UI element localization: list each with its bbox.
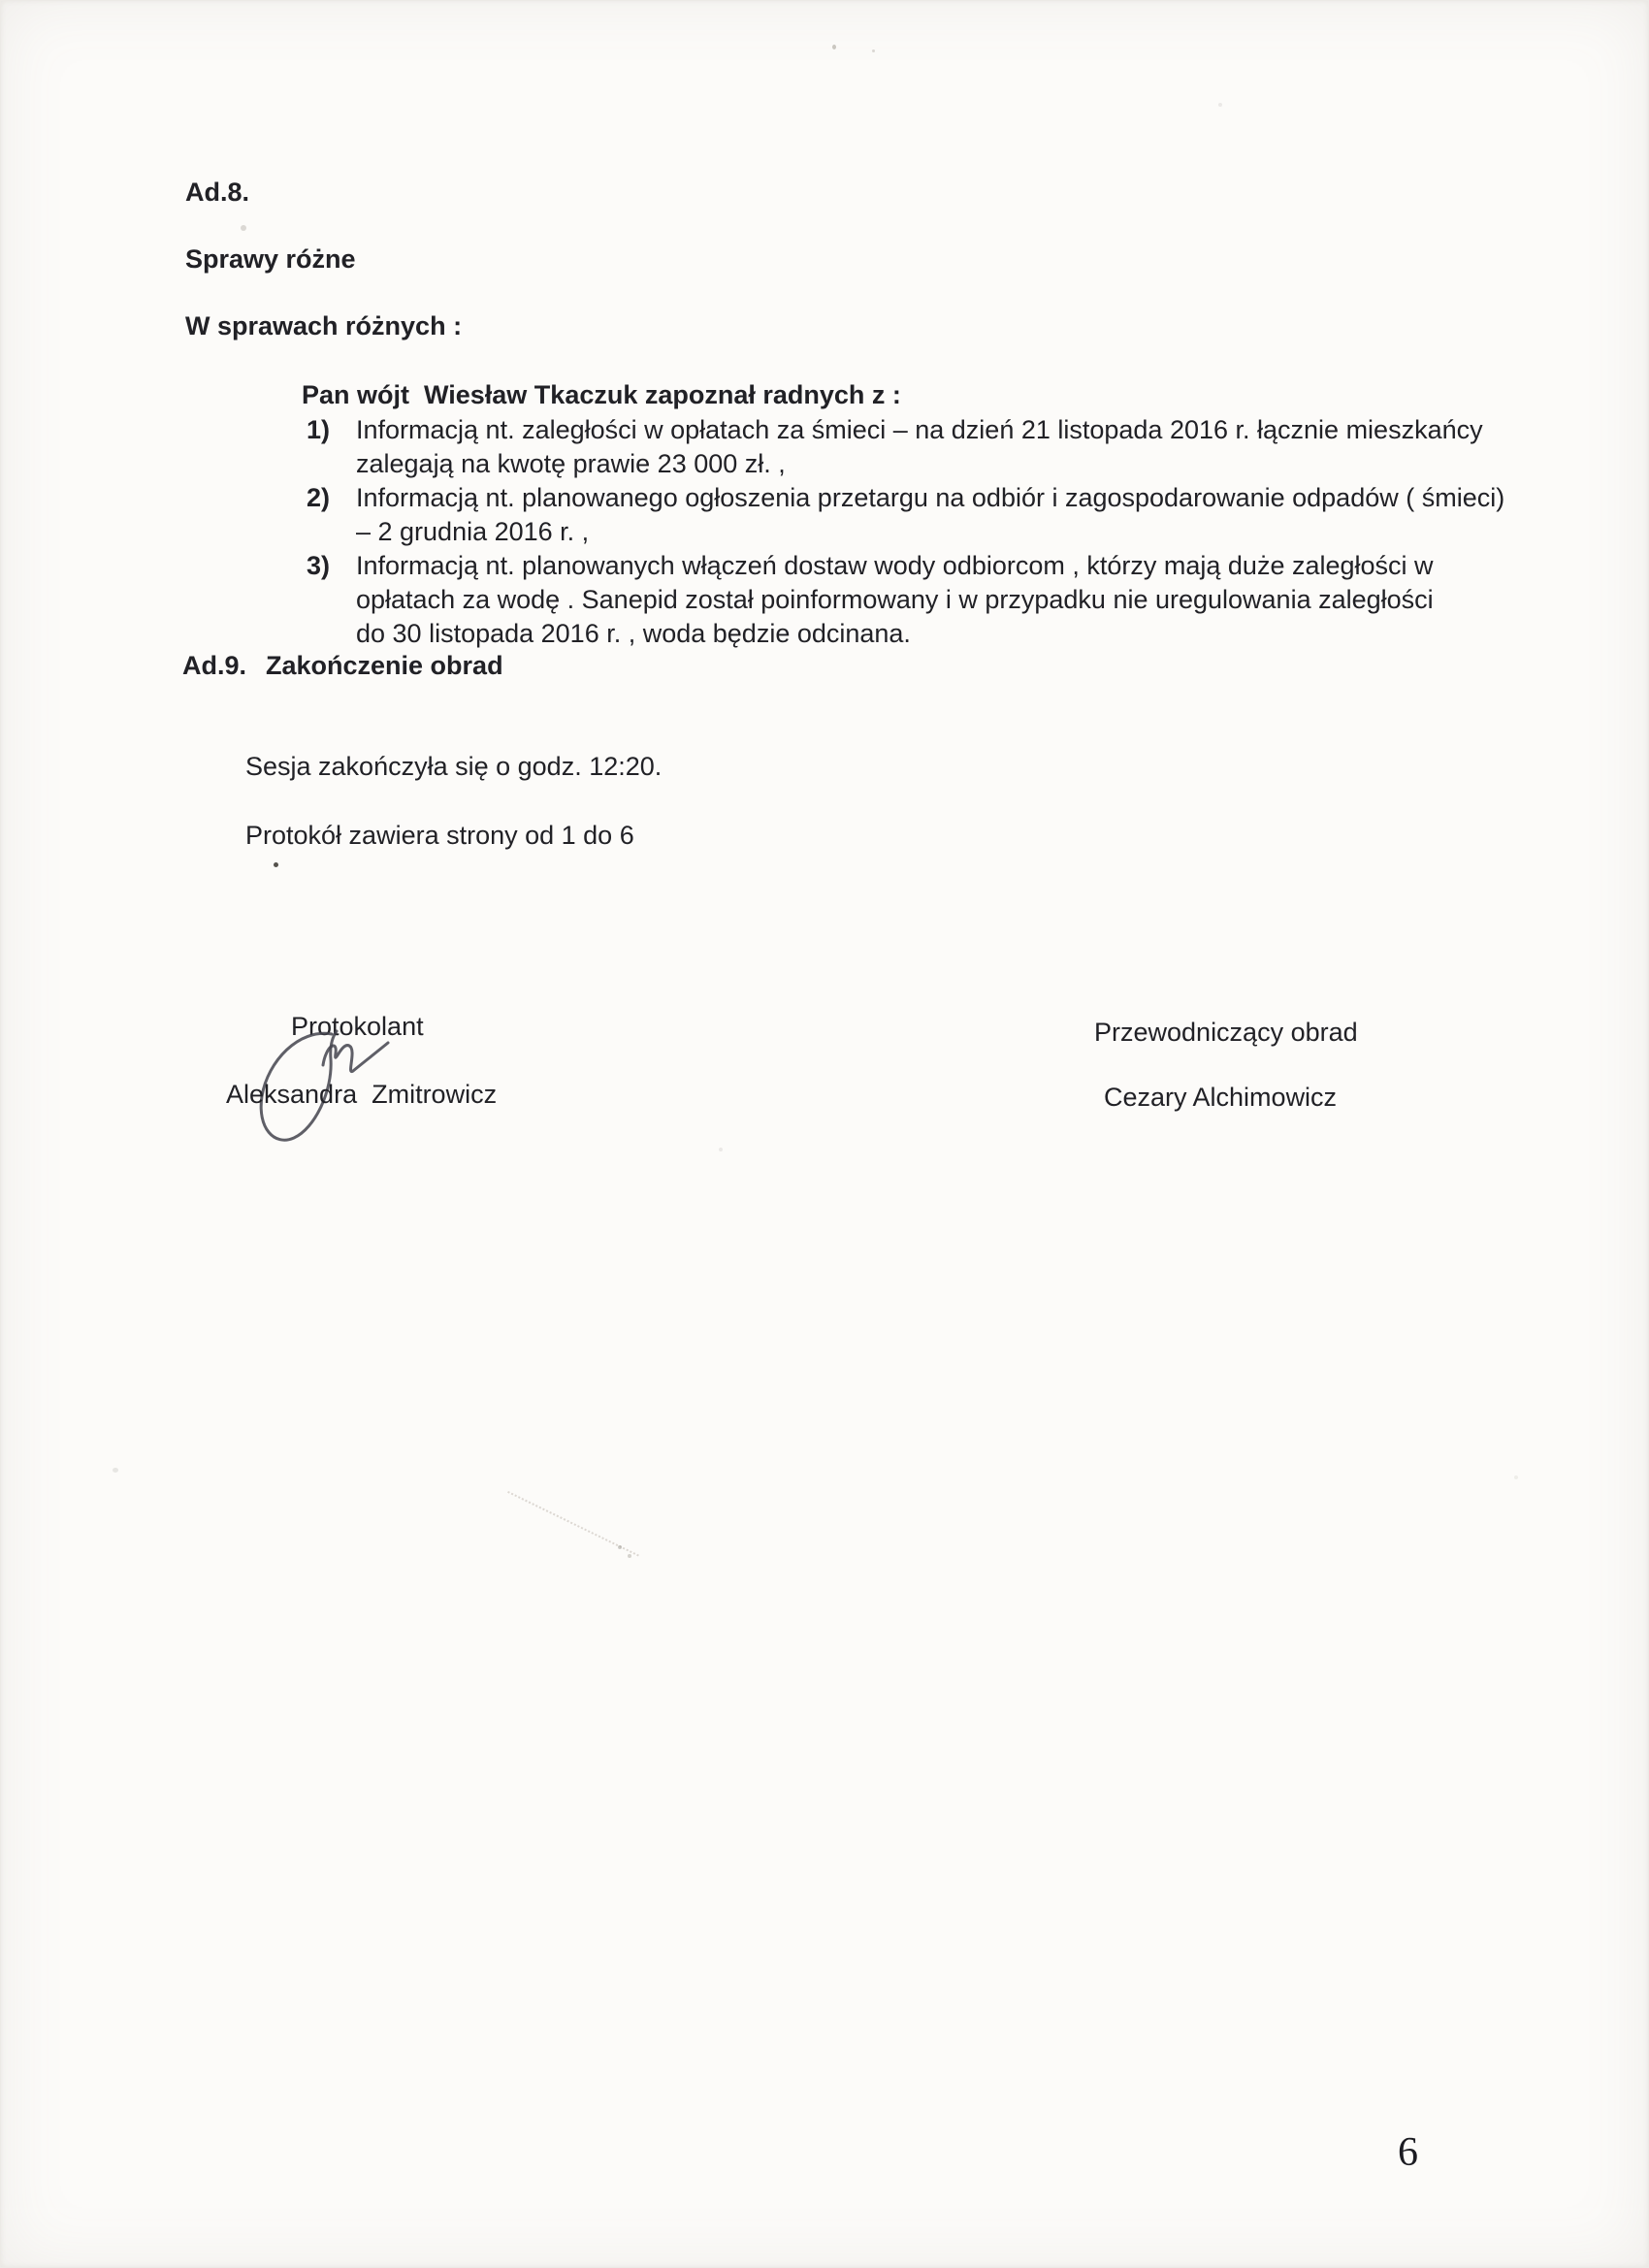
list-item [307, 413, 1483, 481]
scan-speck [113, 1468, 118, 1473]
scan-speck [241, 225, 246, 231]
signature-right-name: Cezary Alchimowicz [1104, 1083, 1338, 1112]
section-ad8-heading: Ad.8. [185, 178, 250, 207]
list-item-text-line: do 30 listopada 2016 r. , woda będzie odcinana. [356, 619, 911, 648]
signature-right-role: Przewodniczący obrad [1094, 1018, 1358, 1047]
scan-speck [628, 1554, 631, 1558]
list-item-text-line: Informacją nt. planowanego ogłoszenia przetargu na odbiór i zagospodarowanie odpadów ( śmieci) [356, 483, 1505, 512]
list-item-text-line: opłatach za wodę . Sanepid został poinformowany i w przypadku nie uregulowania zaległości [356, 585, 1434, 614]
list-item [307, 481, 1505, 549]
scan-speck [618, 1545, 622, 1549]
section-ad8-subheading: Sprawy różne [185, 244, 356, 274]
closing-session-end-time: Sesja zakończyła się o godz. 12:20. [245, 752, 663, 781]
list-item-text-line: Informacją nt. zaległości w opłatach za śmieci – na dzień 21 listopada 2016 r. łącznie mieszkańcy [356, 415, 1483, 444]
topics-list-title: Pan wójt Wiesław Tkaczuk zapoznał radnych z : [302, 380, 901, 409]
list-item [307, 549, 1462, 651]
scan-speck [719, 1148, 723, 1151]
closing-page-range: Protokół zawiera strony od 1 do 6 [245, 821, 634, 850]
scan-speck [832, 45, 836, 49]
list-item-number: 1) [307, 415, 331, 444]
list-item-number: 2) [307, 483, 331, 512]
page-number: 6 [1398, 2130, 1418, 2175]
signature-left-name: Aleksandra Zmitrowicz [226, 1080, 498, 1109]
scan-speck [872, 49, 875, 52]
stray-dot-mark [274, 862, 278, 867]
list-item-text-line: – 2 grudnia 2016 r. , [356, 517, 590, 546]
signature-left-role: Protokolant [291, 1012, 424, 1041]
scan-speck [1218, 103, 1222, 107]
scan-speck [1514, 1475, 1518, 1479]
section-ad9-heading: Zakończenie obrad [266, 651, 503, 680]
list-item-number: 3) [307, 551, 331, 580]
section-ad8-intro: W sprawach różnych : [185, 311, 463, 340]
section-ad9-number: Ad.9. [182, 651, 247, 680]
list-item-text-line: zalegają na kwotę prawie 23 000 zł. , [356, 449, 786, 478]
list-item-text-line: Informacją nt. planowanych włączeń dostaw wody odbiorcom , którzy mają duże zaległości w [356, 551, 1434, 580]
